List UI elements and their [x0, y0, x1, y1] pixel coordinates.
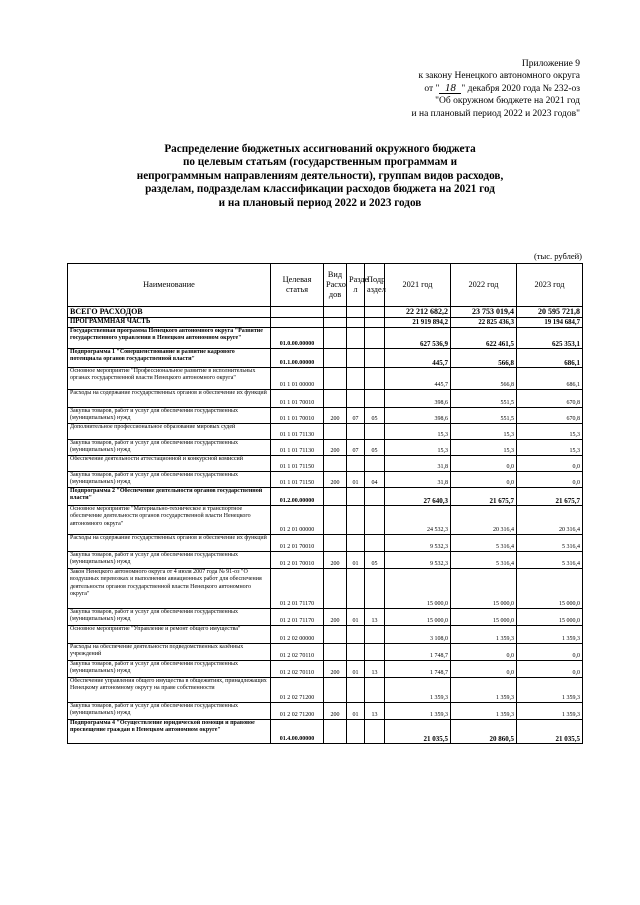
handwritten-day: 18 — [439, 83, 461, 94]
cell-rz: 01 — [347, 703, 365, 720]
cell-y2022: 20 860,5 — [451, 720, 517, 744]
cell-y2022: 566,8 — [451, 349, 517, 368]
cell-y2021: 1 359,3 — [385, 678, 451, 703]
cell-y2022: 551,5 — [451, 390, 517, 408]
table-row — [68, 424, 583, 440]
cell-name: Расходы на обеспечение деятельности подведомственных казённых учреждений — [68, 644, 271, 661]
cell-name: Подпрограмма 1 "Совершенствование и развитие кадрового потенциала органов государственной власти" — [68, 349, 271, 368]
table-row — [68, 328, 583, 349]
cell-y2021: 9 532,3 — [385, 535, 451, 552]
cell-prz — [365, 535, 385, 552]
cell-prz — [365, 678, 385, 703]
cell-y2021: 15,3 — [385, 440, 451, 456]
cell-vid — [324, 424, 347, 440]
cell-y2023: 20 316,4 — [517, 506, 583, 535]
cell-code — [271, 307, 324, 318]
table-row — [68, 569, 583, 609]
cell-y2021: 15 000,0 — [385, 609, 451, 626]
cell-y2021: 21 919 894,2 — [385, 318, 451, 328]
title-line-4: разделам, подразделам классификации расходов бюджета на 2021 год — [145, 183, 495, 196]
cell-y2023: 15,3 — [517, 440, 583, 456]
cell-prz — [365, 569, 385, 609]
cell-y2023: 686,1 — [517, 368, 583, 390]
cell-y2023: 21 675,7 — [517, 488, 583, 506]
table-row — [68, 703, 583, 720]
cell-prz — [365, 456, 385, 472]
appendix-line-3 — [412, 83, 580, 95]
cell-y2021: 627 536,9 — [385, 328, 451, 349]
cell-vid: 200 — [324, 703, 347, 720]
cell-y2022: 15,3 — [451, 440, 517, 456]
cell-y2021: 3 108,0 — [385, 626, 451, 644]
cell-rz — [347, 569, 365, 609]
cell-name: Подпрограмма 2 "Обеспечение деятельности органов государственной власти" — [68, 488, 271, 506]
cell-prz: 13 — [365, 703, 385, 720]
cell-y2023: 670,8 — [517, 408, 583, 424]
cell-y2022: 5 316,4 — [451, 552, 517, 569]
cell-code: 01 1 01 70010 — [271, 408, 324, 424]
title-line-3: непрограммным направлениям деятельности), группам видов расходов, — [136, 169, 504, 182]
cell-prz: 05 — [365, 408, 385, 424]
cell-name: Закупка товаров, работ и услуг для обеспечения государственных (муниципальных) нужд — [68, 408, 271, 424]
cell-y2021: 398,6 — [385, 390, 451, 408]
cell-code: 01 2 01 70010 — [271, 535, 324, 552]
cell-prz — [365, 318, 385, 328]
cell-rz: 07 — [347, 408, 365, 424]
cell-y2023: 0,0 — [517, 644, 583, 661]
cell-y2023: 5 316,4 — [517, 535, 583, 552]
table-row — [68, 609, 583, 626]
table-row — [68, 456, 583, 472]
appendix-line-5: и на плановый период 2022 и 2023 годов" — [411, 108, 580, 119]
cell-vid — [324, 307, 347, 318]
cell-vid — [324, 488, 347, 506]
cell-code: 01 1 01 70010 — [271, 390, 324, 408]
cell-name: ВСЕГО РАСХОДОВ — [68, 307, 271, 318]
cell-code: 01 1 01 00000 — [271, 368, 324, 390]
cell-name: Дополнительное профессиональное образование мировых судей — [68, 424, 271, 440]
cell-vid: 200 — [324, 440, 347, 456]
cell-code: 01 2 02 70110 — [271, 644, 324, 661]
cell-y2022: 20 316,4 — [451, 506, 517, 535]
cell-vid — [324, 644, 347, 661]
cell-y2023: 0,0 — [517, 661, 583, 678]
cell-vid — [324, 678, 347, 703]
cell-rz: 07 — [347, 440, 365, 456]
header-code: Целевая статья — [271, 264, 324, 307]
cell-y2021: 445,7 — [385, 368, 451, 390]
cell-y2022: 21 675,7 — [451, 488, 517, 506]
table-row — [68, 349, 583, 368]
cell-prz — [365, 720, 385, 744]
table-row — [68, 472, 583, 488]
cell-rz: 01 — [347, 609, 365, 626]
cell-code: 01 1 01 71130 — [271, 440, 324, 456]
table-row — [68, 535, 583, 552]
cell-prz: 04 — [365, 472, 385, 488]
cell-name: Расходы на содержание государственных органов и обеспечение их функций — [68, 535, 271, 552]
cell-name: Обеспечение управления общего имущества в общежитиях, принадлежащих Ненецкому автономному округу на праве собственности — [68, 678, 271, 703]
cell-y2021: 1 748,7 — [385, 644, 451, 661]
cell-rz — [347, 506, 365, 535]
cell-prz: 13 — [365, 609, 385, 626]
cell-y2021: 31,8 — [385, 456, 451, 472]
cell-y2023: 5 316,4 — [517, 552, 583, 569]
cell-rz — [347, 318, 365, 328]
cell-code: 01 2 01 00000 — [271, 506, 324, 535]
cell-vid — [324, 368, 347, 390]
units-label: (тыс. рублей) — [533, 251, 582, 261]
cell-y2021: 15 000,0 — [385, 569, 451, 609]
table-row — [68, 390, 583, 408]
cell-rz — [347, 488, 365, 506]
cell-y2023: 625 353,1 — [517, 328, 583, 349]
cell-rz: 01 — [347, 472, 365, 488]
cell-y2022: 551,5 — [451, 408, 517, 424]
cell-rz — [347, 626, 365, 644]
cell-rz — [347, 390, 365, 408]
cell-code: 01 1 01 71130 — [271, 424, 324, 440]
table-row — [68, 368, 583, 390]
cell-vid: 200 — [324, 661, 347, 678]
budget-table — [67, 263, 583, 744]
title-line-1: Распределение бюджетных ассигнований окружного бюджета — [164, 143, 476, 155]
cell-name: Подпрограмма 4 "Осуществление юридической помощи и правовое просвещение граждан в Ненецком автономном округе" — [68, 720, 271, 744]
cell-prz — [365, 488, 385, 506]
cell-prz: 05 — [365, 440, 385, 456]
cell-prz — [365, 328, 385, 349]
cell-y2022: 0,0 — [451, 661, 517, 678]
cell-vid — [324, 626, 347, 644]
cell-vid: 200 — [324, 552, 347, 569]
cell-y2022: 15 000,0 — [451, 569, 517, 609]
cell-y2022: 1 359,3 — [451, 678, 517, 703]
cell-prz — [365, 506, 385, 535]
cell-prz: 13 — [365, 661, 385, 678]
cell-code: 01.0.00.00000 — [271, 328, 324, 349]
table-row — [68, 506, 583, 535]
cell-name: Закон Ненецкого автономного округа от 4 июля 2007 года № 91-оз "О воздушных перевозках и выполнении авиационных работ для обеспечения деятельности органов государственной власти Ненецкого автономного округа" — [68, 569, 271, 609]
cell-y2023: 0,0 — [517, 456, 583, 472]
appendix-block — [412, 58, 580, 120]
cell-name: Основное мероприятие "Материально-техническое и транспортное обеспечение деятельности органов государственной власти Ненецкого автономного округа" — [68, 506, 271, 535]
cell-vid — [324, 569, 347, 609]
document-title — [100, 143, 540, 210]
cell-vid — [324, 506, 347, 535]
title-line-5: и на плановый период 2022 и 2023 годов — [218, 196, 422, 209]
table-row — [68, 552, 583, 569]
table-row — [68, 488, 583, 506]
cell-code — [271, 318, 324, 328]
cell-rz: 01 — [347, 661, 365, 678]
cell-y2022: 23 753 019,4 — [451, 307, 517, 318]
cell-prz — [365, 424, 385, 440]
cell-y2022: 1 359,3 — [451, 703, 517, 720]
cell-prz — [365, 390, 385, 408]
cell-name: Закупка товаров, работ и услуг для обеспечения государственных (муниципальных) нужд — [68, 703, 271, 720]
cell-y2023: 19 194 684,7 — [517, 318, 583, 328]
appendix-date-prefix: от " — [424, 83, 440, 94]
cell-name: Государственная программа Ненецкого автономного округа "Развитие государственного управления в Ненецком автономном округе" — [68, 328, 271, 349]
cell-rz — [347, 535, 365, 552]
table-row — [68, 644, 583, 661]
table-row — [68, 408, 583, 424]
cell-rz — [347, 368, 365, 390]
cell-vid — [324, 720, 347, 744]
cell-vid — [324, 349, 347, 368]
cell-name: Закупка товаров, работ и услуг для обеспечения государственных (муниципальных) нужд — [68, 661, 271, 678]
header-prz: Подр аздел — [365, 264, 385, 307]
cell-code: 01.1.00.00000 — [271, 349, 324, 368]
cell-rz — [347, 424, 365, 440]
cell-y2021: 22 212 682,2 — [385, 307, 451, 318]
cell-code: 01.2.00.00000 — [271, 488, 324, 506]
cell-prz — [365, 644, 385, 661]
cell-y2023: 1 359,3 — [517, 626, 583, 644]
cell-y2021: 398,6 — [385, 408, 451, 424]
appendix-date-suffix: " декабря 2020 года № 232-оз — [461, 83, 580, 94]
cell-y2022: 0,0 — [451, 472, 517, 488]
cell-name: Закупка товаров, работ и услуг для обеспечения государственных (муниципальных) нужд — [68, 609, 271, 626]
cell-y2022: 15 000,0 — [451, 609, 517, 626]
cell-rz: 01 — [347, 552, 365, 569]
table-row — [68, 626, 583, 644]
cell-prz — [365, 368, 385, 390]
cell-y2021: 31,8 — [385, 472, 451, 488]
cell-y2023: 1 359,3 — [517, 703, 583, 720]
cell-y2023: 20 595 721,8 — [517, 307, 583, 318]
cell-y2021: 27 640,3 — [385, 488, 451, 506]
cell-y2021: 21 035,5 — [385, 720, 451, 744]
cell-y2022: 22 825 436,3 — [451, 318, 517, 328]
cell-code: 01 1 01 71150 — [271, 472, 324, 488]
header-2022: 2022 год — [451, 264, 517, 307]
table-header-row — [68, 264, 583, 307]
cell-prz — [365, 307, 385, 318]
cell-y2022: 15,3 — [451, 424, 517, 440]
cell-y2022: 5 316,4 — [451, 535, 517, 552]
cell-prz: 05 — [365, 552, 385, 569]
cell-code: 01 2 01 71170 — [271, 569, 324, 609]
cell-code: 01 2 02 71200 — [271, 678, 324, 703]
cell-rz — [347, 328, 365, 349]
table-row — [68, 720, 583, 744]
cell-prz — [365, 349, 385, 368]
cell-name: Обеспечение деятельности аттестационной и конкурсной комиссий — [68, 456, 271, 472]
cell-name: Закупка товаров, работ и услуг для обеспечения государственных (муниципальных) нужд — [68, 552, 271, 569]
cell-code: 01 2 01 71170 — [271, 609, 324, 626]
cell-y2023: 670,8 — [517, 390, 583, 408]
header-vid: Вид Расхо дов — [324, 264, 347, 307]
cell-vid: 200 — [324, 472, 347, 488]
cell-y2022: 0,0 — [451, 644, 517, 661]
header-name: Наименование — [68, 264, 271, 307]
cell-code: 01 2 01 70010 — [271, 552, 324, 569]
cell-vid — [324, 535, 347, 552]
cell-vid: 200 — [324, 609, 347, 626]
cell-rz — [347, 644, 365, 661]
cell-name: Закупка товаров, работ и услуг для обеспечения государственных (муниципальных) нужд — [68, 440, 271, 456]
cell-code: 01.4.00.00000 — [271, 720, 324, 744]
cell-rz — [347, 678, 365, 703]
cell-y2023: 15,3 — [517, 424, 583, 440]
cell-name: Основное мероприятие "Управление и ремонт общего имущества" — [68, 626, 271, 644]
cell-name: Закупка товаров, работ и услуг для обеспечения государственных (муниципальных) нужд — [68, 472, 271, 488]
table-row — [68, 307, 583, 318]
title-line-2: по целевым статьям (государственным программам и — [182, 156, 458, 169]
cell-vid — [324, 318, 347, 328]
table-body — [68, 307, 583, 744]
header-2023: 2023 год — [517, 264, 583, 307]
cell-y2023: 21 035,5 — [517, 720, 583, 744]
cell-y2023: 15 000,0 — [517, 609, 583, 626]
cell-code: 01 1 01 71150 — [271, 456, 324, 472]
cell-name: Расходы на содержание государственных органов и обеспечение их функций — [68, 390, 271, 408]
cell-prz — [365, 626, 385, 644]
table-row — [68, 318, 583, 328]
cell-y2023: 686,1 — [517, 349, 583, 368]
table-row — [68, 661, 583, 678]
cell-y2021: 15,3 — [385, 424, 451, 440]
cell-y2022: 566,8 — [451, 368, 517, 390]
cell-name: ПРОГРАММНАЯ ЧАСТЬ — [68, 318, 271, 328]
cell-vid — [324, 328, 347, 349]
cell-y2023: 1 359,3 — [517, 678, 583, 703]
cell-vid — [324, 456, 347, 472]
cell-code: 01 2 02 00000 — [271, 626, 324, 644]
cell-rz — [347, 349, 365, 368]
header-rz: Разде л — [347, 264, 365, 307]
cell-y2021: 24 532,3 — [385, 506, 451, 535]
cell-y2022: 0,0 — [451, 456, 517, 472]
table-row — [68, 440, 583, 456]
table-row — [68, 678, 583, 703]
cell-y2022: 1 359,3 — [451, 626, 517, 644]
cell-y2021: 445,7 — [385, 349, 451, 368]
cell-code: 01 2 02 70110 — [271, 661, 324, 678]
appendix-line-2: к закону Ненецкого автономного округа — [418, 71, 580, 82]
cell-y2021: 9 532,3 — [385, 552, 451, 569]
cell-y2023: 15 000,0 — [517, 569, 583, 609]
header-2021: 2021 год — [385, 264, 451, 307]
cell-code: 01 2 02 71200 — [271, 703, 324, 720]
cell-y2023: 0,0 — [517, 472, 583, 488]
cell-rz — [347, 307, 365, 318]
cell-vid: 200 — [324, 408, 347, 424]
appendix-line-4: "Об окружном бюджете на 2021 год — [435, 96, 580, 107]
cell-y2021: 1 748,7 — [385, 661, 451, 678]
cell-y2021: 1 359,3 — [385, 703, 451, 720]
cell-rz — [347, 456, 365, 472]
cell-y2022: 622 461,5 — [451, 328, 517, 349]
appendix-line-1: Приложение 9 — [521, 59, 580, 69]
cell-vid — [324, 390, 347, 408]
cell-name: Основное мероприятие "Профессиональное развитие в исполнительных органах государственной власти Ненецкого автономного округа" — [68, 368, 271, 390]
cell-rz — [347, 720, 365, 744]
